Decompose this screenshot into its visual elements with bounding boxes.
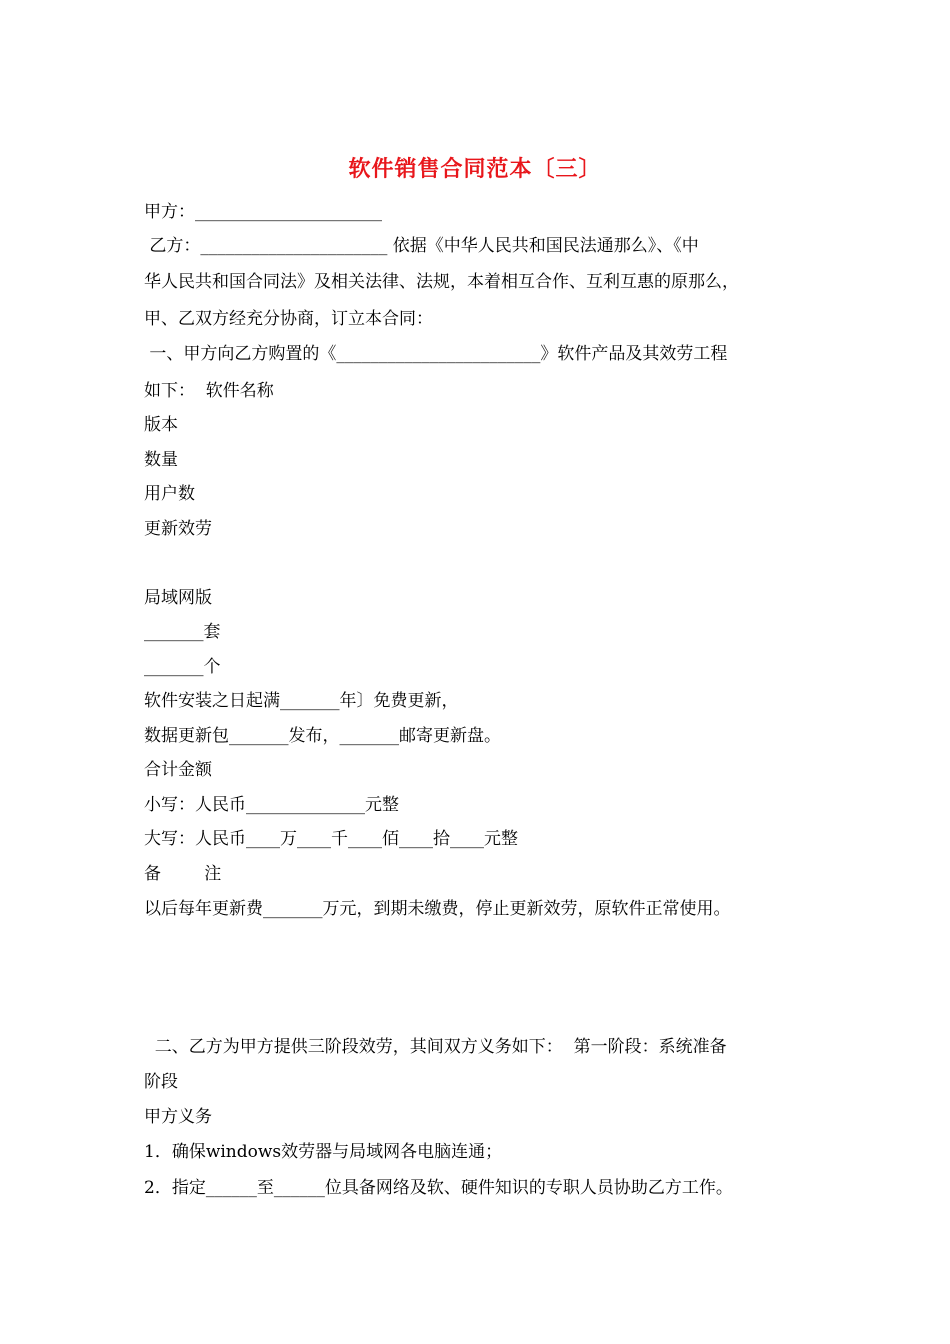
list-item: 1．确保windows效劳器与局域网各电脑连通； (144, 1142, 503, 1162)
list-item: 合计金额 (144, 760, 212, 780)
section-1-heading: 一、甲方向乙方购置的《________________________》软件产品及其效劳工程 (144, 344, 728, 364)
document-title: 软件销售合同范本〔三〕 (348, 157, 602, 182)
list-item: 小写：人民币______________元整 (144, 795, 399, 815)
party-b-line: 乙方：______________________ 依据《中华人民共和国民法通那么》、《中 (144, 236, 699, 256)
list-item: 用户数 (144, 484, 195, 504)
section-2-heading: 二、乙方为甲方提供三阶段效劳，其间双方义务如下： 第一阶段：系统准备 (144, 1037, 727, 1057)
list-item: 大写：人民币____万____千____佰____拾____元整 (144, 829, 518, 849)
paragraph-line: 华人民共和国合同法》及相关法律、法规，本着相互合作、互利互惠的原那么， (144, 272, 739, 292)
list-item: 数据更新包_______发布，_______邮寄更新盘。 (144, 726, 501, 746)
list-item: 软件安装之日起满_______年〕免费更新， (144, 691, 459, 711)
party-a-line: 甲方：______________________ (144, 202, 382, 222)
list-item: 以后每年更新费_______万元，到期未缴费，停止更新效劳，原软件正常使用。 (144, 899, 731, 919)
list-item: 局域网版 (144, 588, 212, 608)
list-item: 如下： 软件名称 (144, 381, 274, 401)
paragraph-line: 阶段 (144, 1072, 178, 1092)
list-item: 备 注 (144, 864, 222, 884)
list-item: 更新效劳 (144, 519, 212, 539)
list-item: 2．指定______至______位具备网络及软、硬件知识的专职人员协助乙方工作。 (144, 1178, 733, 1198)
list-item: 数量 (144, 450, 178, 470)
list-item: 版本 (144, 415, 178, 435)
paragraph-line: 甲、乙双方经充分协商，订立本合同： (144, 309, 433, 329)
subheading: 甲方义务 (144, 1107, 212, 1127)
list-item: _______个 (144, 657, 221, 677)
list-item: _______套 (144, 622, 221, 642)
